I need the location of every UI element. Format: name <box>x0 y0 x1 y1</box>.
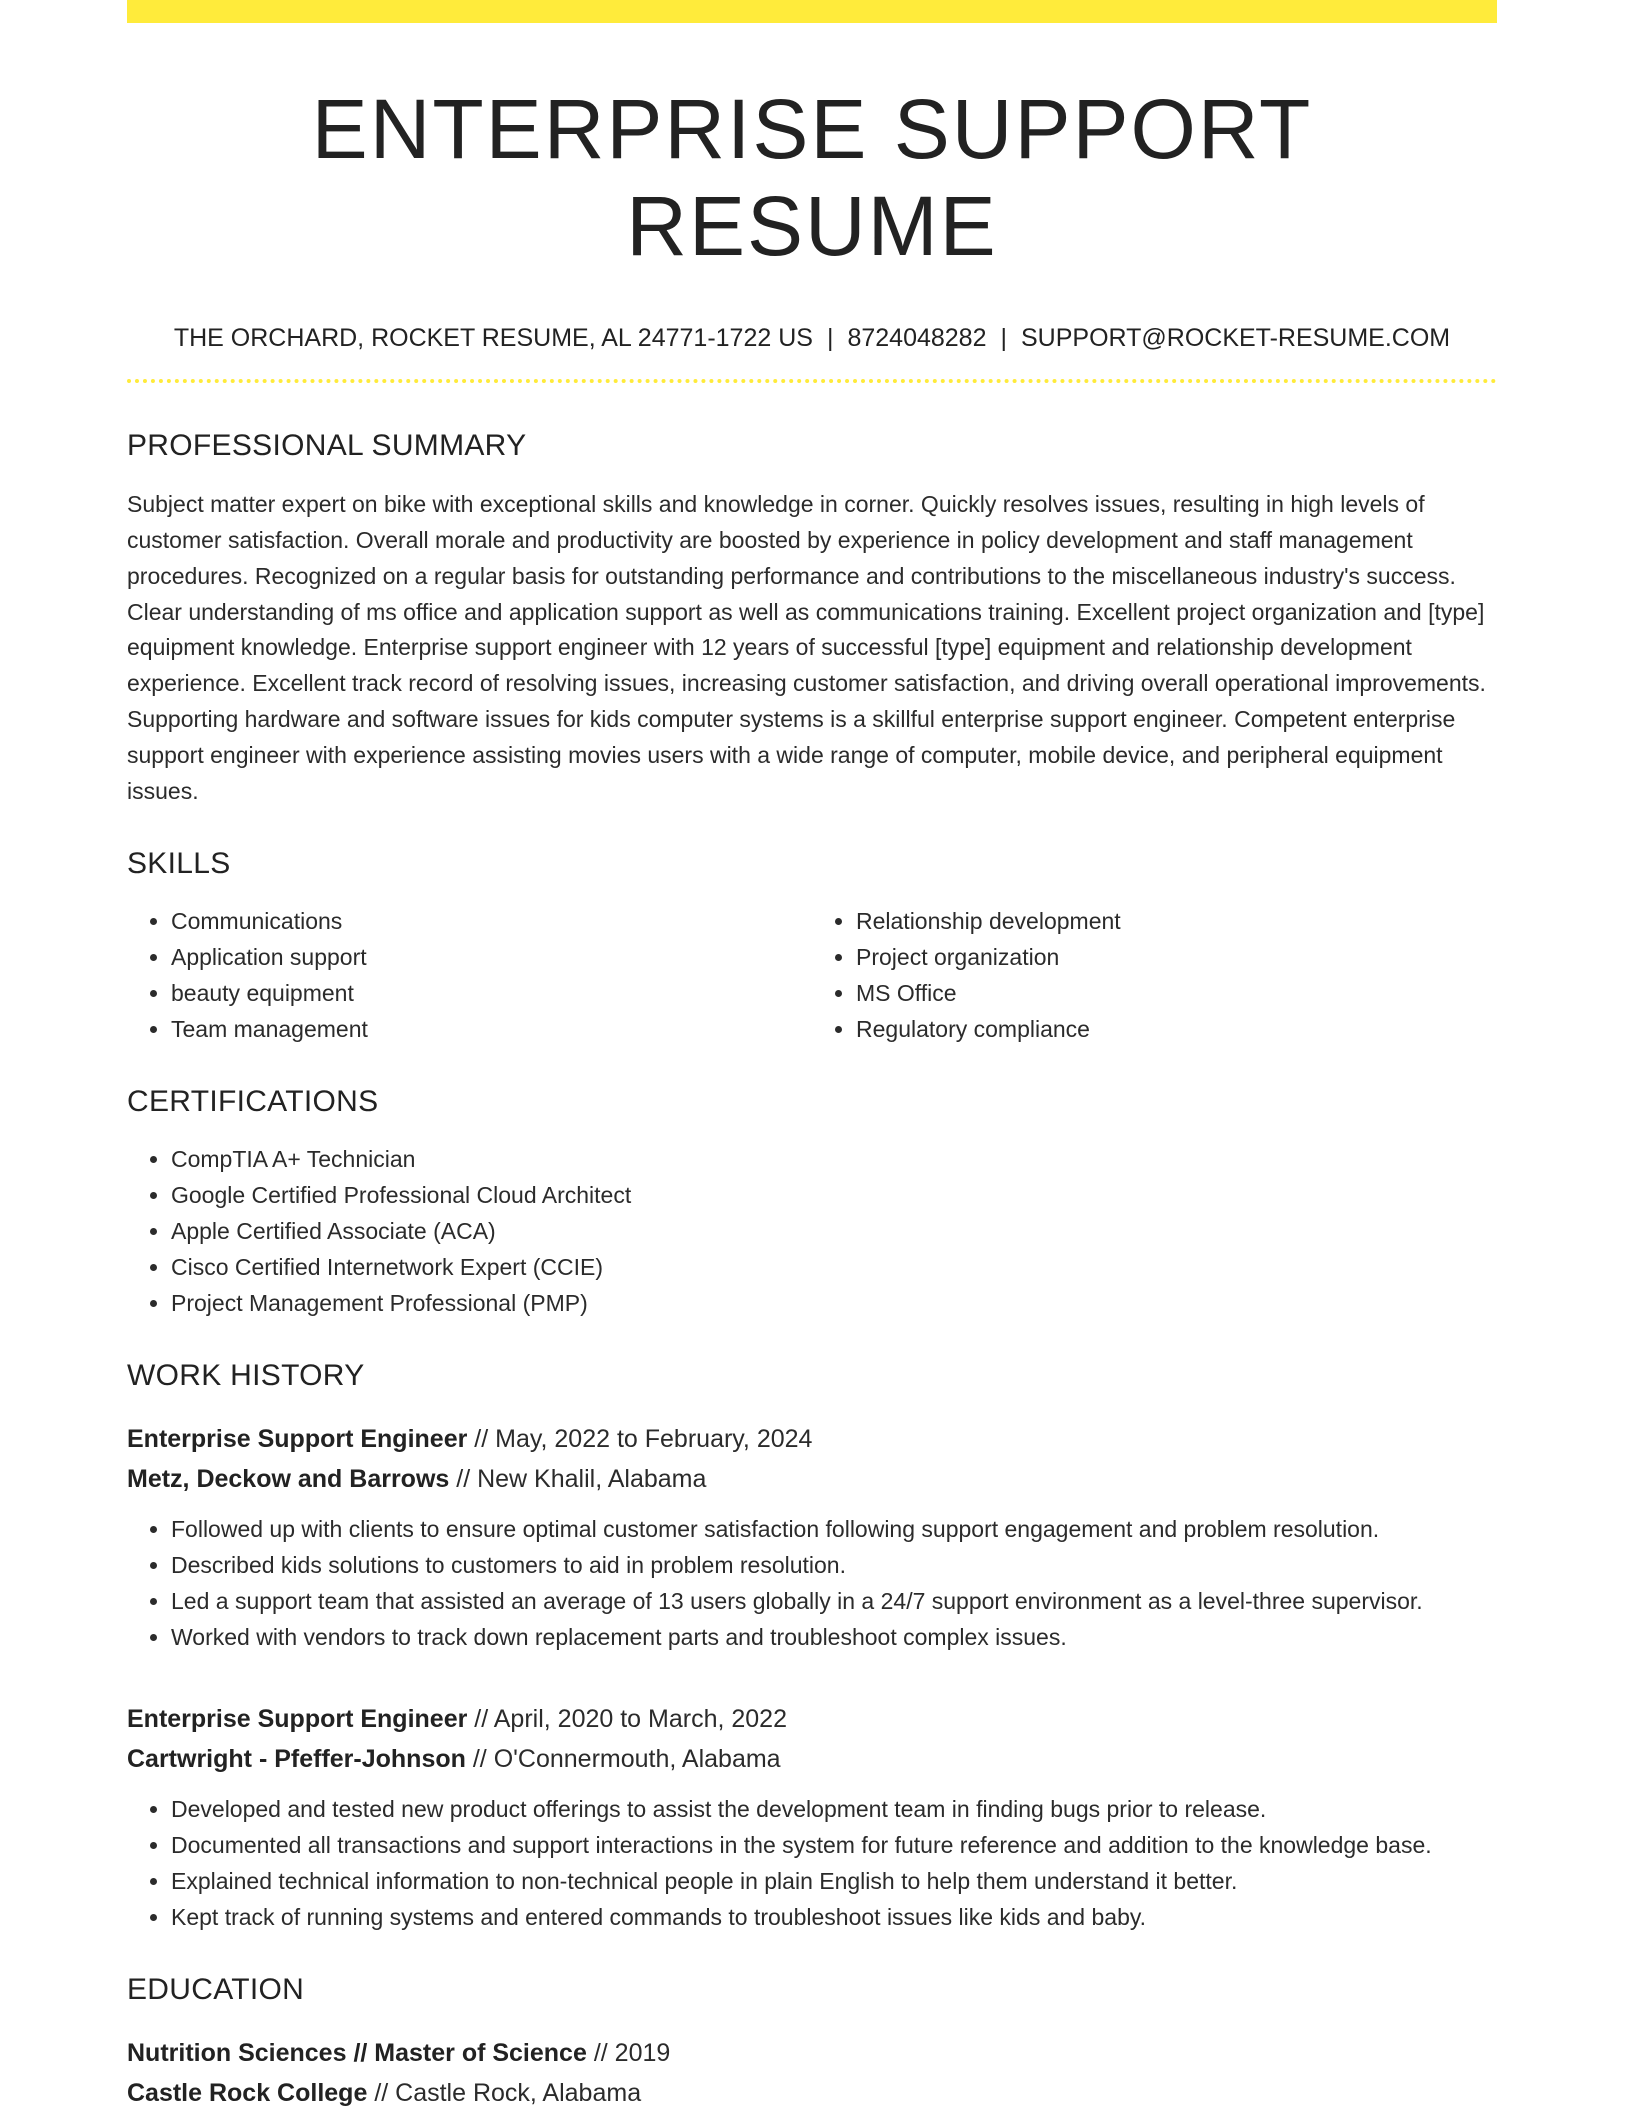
skills-columns <box>127 903 1497 1047</box>
job-bullet: • Followed up with clients to ensure optimal customer satisfaction following support engagement and problem resolution. <box>171 1511 1497 1547</box>
resume-title: ENTERPRISE SUPPORT RESUME <box>311 82 1313 273</box>
work-history-section <box>127 1359 1497 1935</box>
contact-address: THE ORCHARD, ROCKET RESUME, AL 24771-1722 US <box>173 324 813 353</box>
certifications-section <box>127 1085 1497 1321</box>
job-bullets <box>127 1791 1497 1935</box>
skill-item: • Regulatory compliance <box>856 1011 1497 1047</box>
education-section <box>127 1973 1497 2113</box>
job-title: Enterprise Support Engineer <box>127 1705 468 1734</box>
certification-item: • Cisco Certified Internetwork Expert (CCIE) <box>171 1249 1497 1285</box>
job-dates: // April, 2020 to March, 2022 <box>474 1705 787 1734</box>
section-heading: SKILLS <box>127 847 231 881</box>
education-school-line <box>127 2073 1497 2113</box>
job-bullet: • Worked with vendors to track down replacement parts and troubleshoot complex issues. <box>171 1619 1497 1655</box>
contact-separator: | <box>1000 324 1007 353</box>
education-school: Castle Rock College <box>127 2079 368 2108</box>
education-entry <box>127 2033 1497 2113</box>
job-entry <box>127 1419 1497 1655</box>
job-bullet: • Developed and tested new product offerings to assist the development team in finding bugs prior to release. <box>171 1791 1497 1827</box>
job-company-line <box>127 1459 1497 1499</box>
education-degree-line <box>127 2033 1497 2073</box>
education-year: // 2019 <box>593 2039 671 2068</box>
skills-section <box>127 847 1497 1047</box>
job-bullets <box>127 1511 1497 1655</box>
job-bullet: • Described kids solutions to customers to aid in problem resolution. <box>171 1547 1497 1583</box>
skill-item: • MS Office <box>856 975 1497 1011</box>
professional-summary-section <box>127 429 1497 809</box>
skill-item: • Project organization <box>856 939 1497 975</box>
job-bullet: • Kept track of running systems and entered commands to troubleshoot issues like kids and baby. <box>171 1899 1497 1935</box>
education-degree: Nutrition Sciences // Master of Science <box>127 2039 587 2068</box>
contact-line <box>127 326 1497 351</box>
certification-item: • CompTIA A+ Technician <box>171 1141 1497 1177</box>
job-title: Enterprise Support Engineer <box>127 1425 468 1454</box>
section-heading: PROFESSIONAL SUMMARY <box>127 429 527 463</box>
skill-item: • beauty equipment <box>171 975 812 1011</box>
summary-text: Subject matter expert on bike with exceptional skills and knowledge in corner. Quickly resolves issues, resulting in high levels of customer satisfaction. Overall morale and productivity are boosted by experience in policy development and staff management procedures. Recognized on a regular basis for outstanding performance and contributions to the miscellaneous industry's success. Clear understanding of ms office and application support as well as communications training. Excellent project organization and [type] equipment knowledge. Enterprise support engineer with 12 years of successful [type] equipment and relationship development experience. Excellent track record of resolving issues, increasing customer satisfaction, and driving overall operational improvements. Supporting hardware and software issues for kids computer systems is a skillful enterprise support engineer. Competent enterprise support engineer with experience assisting movies users with a wide range of computer, mobile device, and peripheral equipment issues. <box>127 491 1486 804</box>
skills-list-left <box>127 903 812 1047</box>
job-bullet: • Explained technical information to non-technical people in plain English to help them understand it better. <box>171 1863 1497 1899</box>
job-location: // O'Connermouth, Alabama <box>472 1745 781 1774</box>
skill-item: • Team management <box>171 1011 812 1047</box>
section-heading: EDUCATION <box>127 1973 305 2007</box>
job-entry <box>127 1699 1497 1935</box>
job-title-line <box>127 1699 1497 1739</box>
certification-item: • Project Management Professional (PMP) <box>171 1285 1497 1321</box>
job-company: Cartwright - Pfeffer-Johnson <box>127 1745 466 1774</box>
skill-item: • Relationship development <box>856 903 1497 939</box>
job-bullet: • Led a support team that assisted an average of 13 users globally in a 24/7 support environment as a level-three supervisor. <box>171 1583 1497 1619</box>
contact-phone: 8724048282 <box>847 324 987 353</box>
skills-list-right <box>812 903 1497 1047</box>
job-title-line <box>127 1419 1497 1459</box>
contact-email: SUPPORT@ROCKET-RESUME.COM <box>1021 324 1451 353</box>
job-company: Metz, Deckow and Barrows <box>127 1465 450 1494</box>
skill-item: • Communications <box>171 903 812 939</box>
education-location: // Castle Rock, Alabama <box>374 2079 642 2108</box>
certification-item: • Google Certified Professional Cloud Architect <box>171 1177 1497 1213</box>
resume-content <box>127 23 1497 2113</box>
certifications-list <box>127 1141 1497 1321</box>
section-heading: CERTIFICATIONS <box>127 1085 379 1119</box>
contact-separator: | <box>826 324 834 353</box>
section-heading: WORK HISTORY <box>127 1359 365 1393</box>
accent-top-bar <box>127 0 1497 23</box>
job-bullet: • Documented all transactions and support interactions in the system for future reference and addition to the knowledge base. <box>171 1827 1497 1863</box>
job-location: // New Khalil, Alabama <box>456 1465 707 1494</box>
certification-item: • Apple Certified Associate (ACA) <box>171 1213 1497 1249</box>
job-dates: // May, 2022 to February, 2024 <box>474 1425 813 1454</box>
skill-item: • Application support <box>171 939 812 975</box>
job-company-line <box>127 1739 1497 1779</box>
dotted-divider <box>127 379 1497 383</box>
